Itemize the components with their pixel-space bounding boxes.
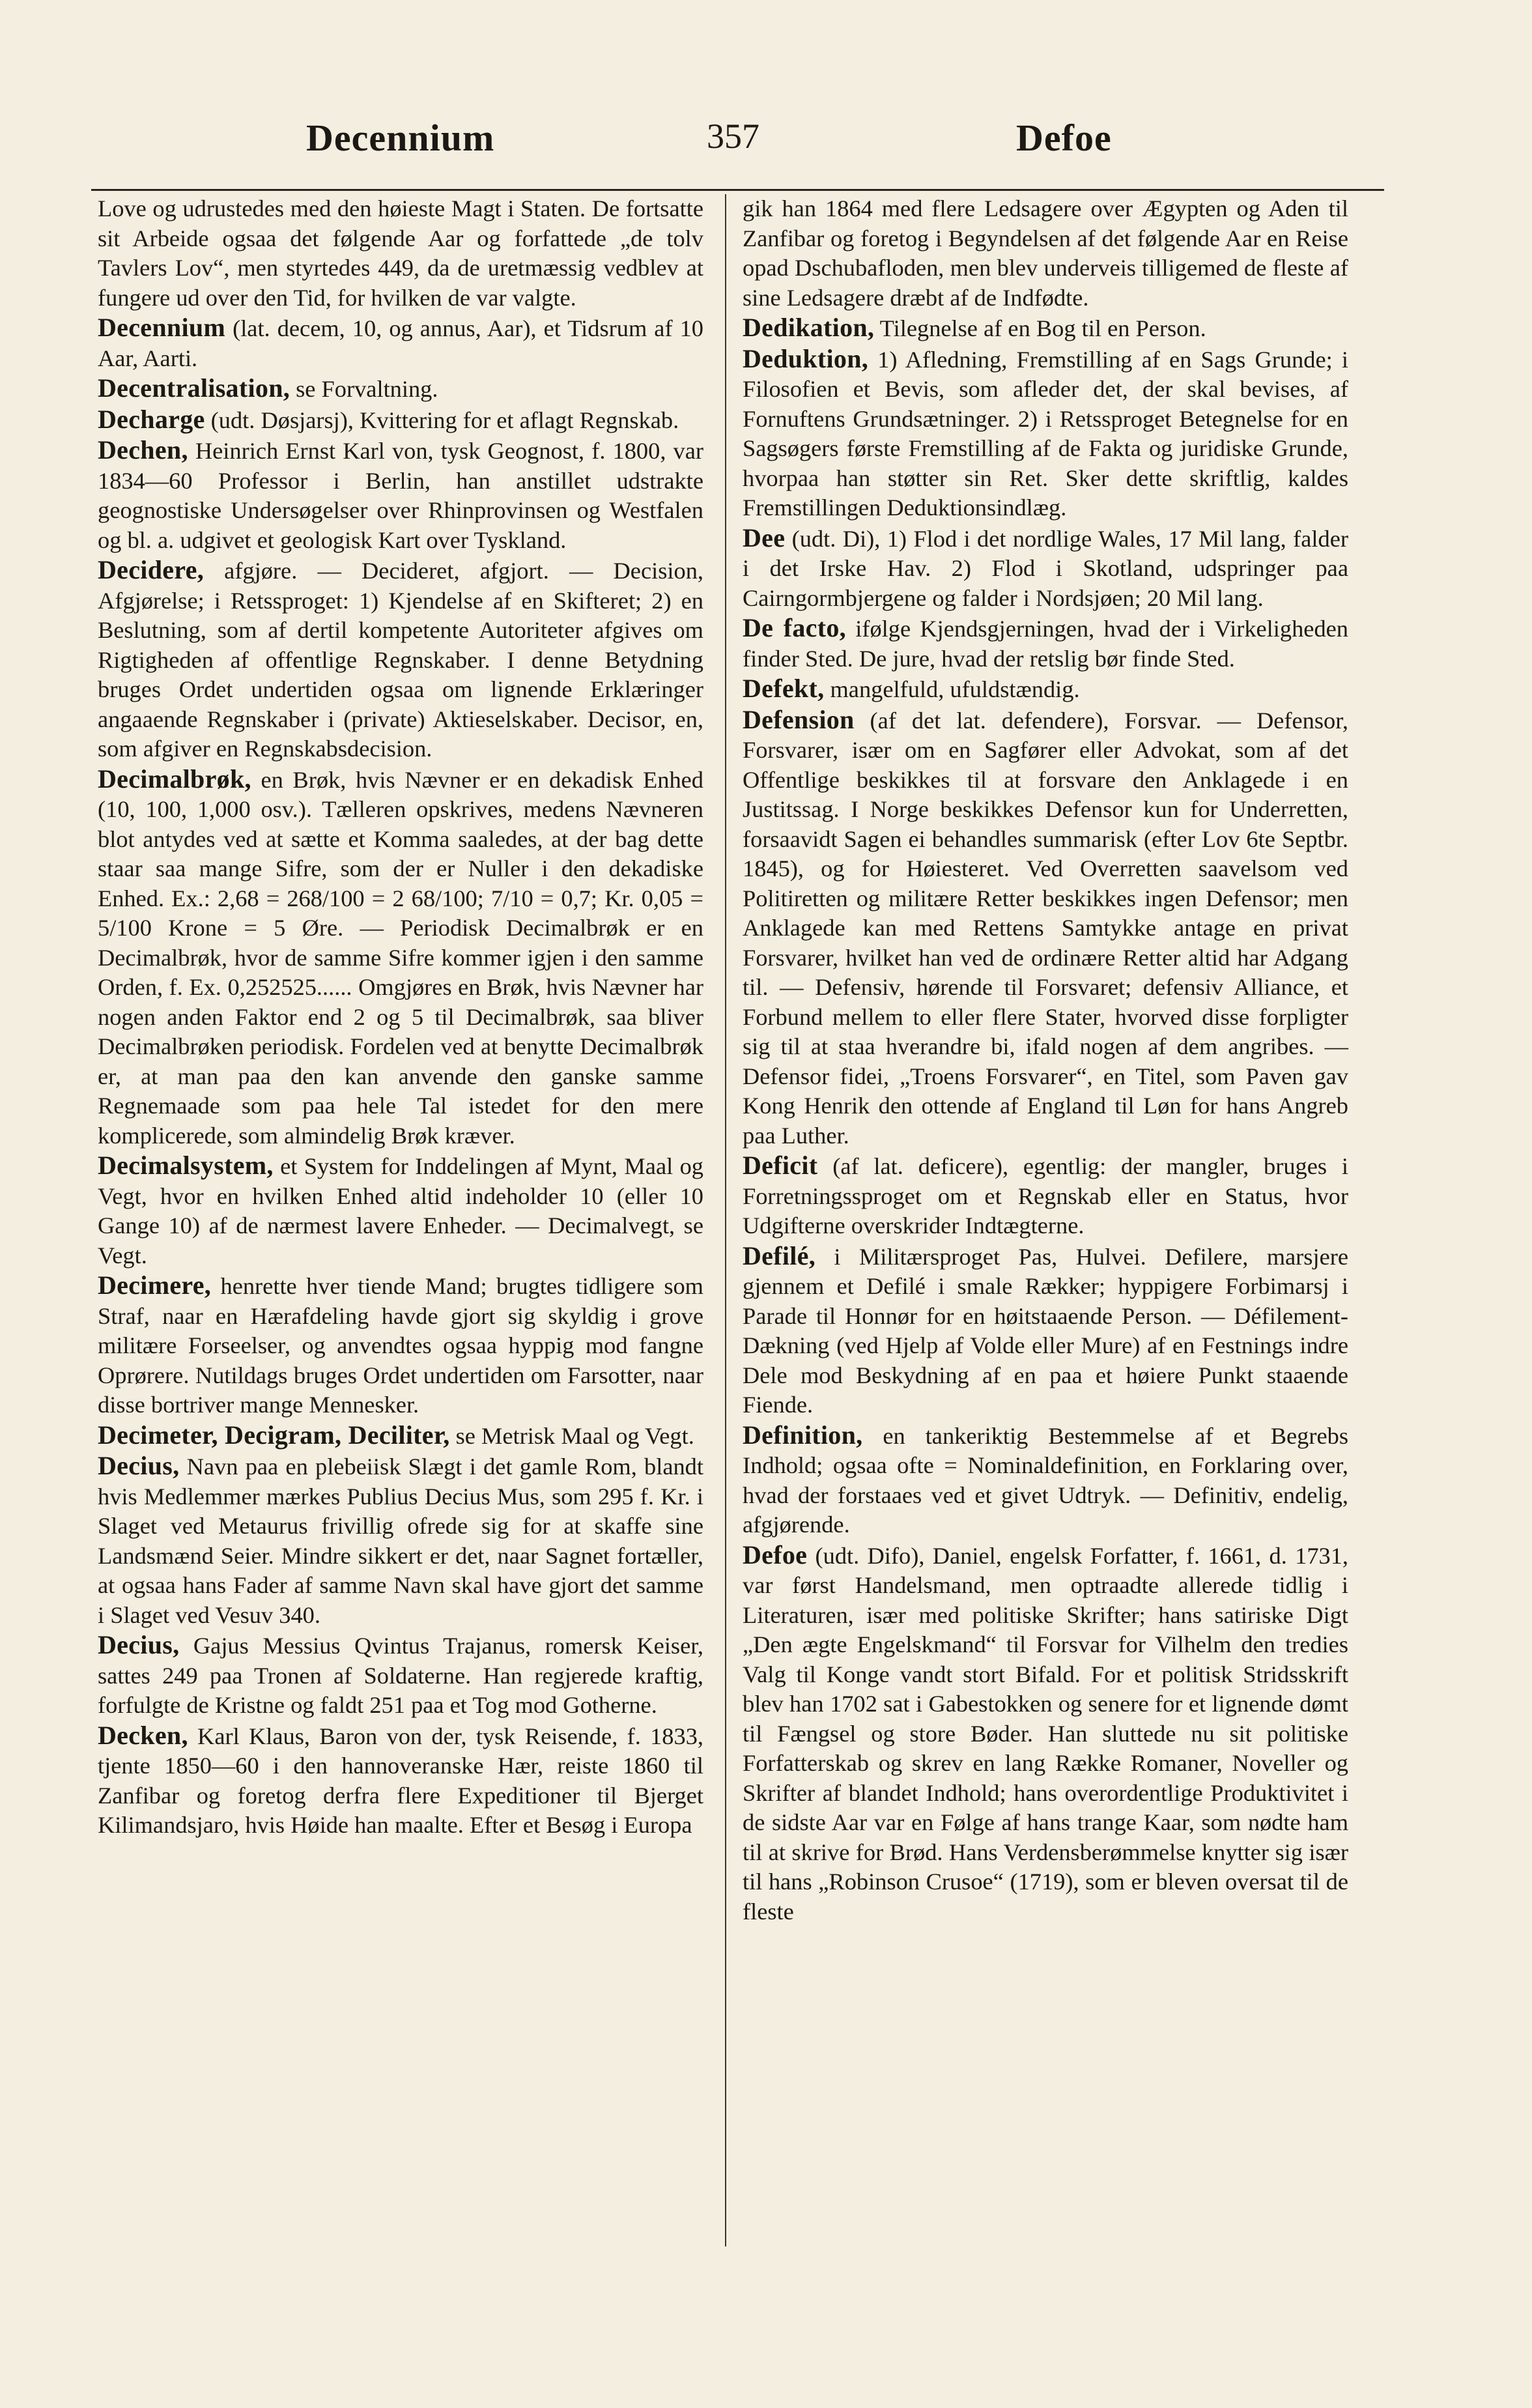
entry-continuation bbox=[743, 194, 1348, 313]
entry-continuation bbox=[98, 194, 703, 313]
headword: Dee bbox=[743, 523, 786, 552]
headword: Defoe bbox=[743, 1540, 808, 1570]
entry-text: (udt. Døsjarsj), Kvittering for et aflagt Regnskab. bbox=[205, 407, 679, 433]
headword: Decimalbrøk, bbox=[98, 764, 251, 794]
entry-text: et System for Inddelingen af Mynt, Maal og Vegt, hvor en hvilken Enhed altid indeholder 10 (eller 10 Gange 10) af de nærmest lavere Enheder. — Decimalvegt, se Vegt. bbox=[98, 1153, 703, 1268]
headword: Decennium bbox=[98, 313, 226, 342]
headword: Dedikation, bbox=[743, 313, 875, 342]
entry-text: en Brøk, hvis Nævner er en dekadisk Enhed (10, 100, 1,000 osv.). Tælleren opskrives, medens Nævneren blot antydes ved at sætte et Komma saaledes, at der bag dette staar saa mange Sifre, som der er Nuller i den dekadiske Enhed. Ex.: 2,68 = 268/100 = 2 68/100; 7/10 = 0,7; Kr. 0,05 = 5/100 Krone = 5 Øre. — Periodisk Decimalbrøk er en Decimalbrøk, hvor de samme Sifre kommer igjen i den samme Orden, f. Ex. 0,252525...... Omgjøres en Brøk, hvis Nævner har nogen anden Faktor end 2 og 5 til Decimalbrøk, saa bliver Decimalbrøken periodisk. Fordelen ved at benytte Decimalbrøk er, at man paa den kan anvende den ganske samme Regnemaade som paa hele Tal istedet for den mere komplicerede, som almindelig Brøk kræver. bbox=[98, 766, 703, 1149]
entry-text: Navn paa en plebeiisk Slægt i det gamle Rom, blandt hvis Medlemmer mærkes Publius Decius Mus, som 295 f. Kr. i Slaget ved Metaurus frivillig ofrede sig for at skaffe sine Landsmænd Seier. Mindre sikkert er det, naar Sagnet fortæller, at ogsaa hans Fader af samme Navn skal have gjort det samme i Slaget ved Vesuv 340. bbox=[98, 1454, 703, 1628]
entry-text: se Metrisk Maal og Vegt. bbox=[449, 1422, 694, 1449]
entry-decius-emperor bbox=[98, 1630, 703, 1721]
headword: Decken, bbox=[98, 1720, 188, 1750]
entry-dedikation bbox=[743, 313, 1348, 344]
entry-dechen bbox=[98, 435, 703, 555]
headword: Defension bbox=[743, 704, 855, 734]
page-number: 357 bbox=[707, 117, 759, 156]
headword: Dechen, bbox=[98, 435, 188, 465]
entry-decharge bbox=[98, 405, 703, 436]
headword: Decius, bbox=[98, 1630, 180, 1659]
headword: Decimalsystem, bbox=[98, 1151, 274, 1180]
headword: Decius, bbox=[98, 1451, 180, 1480]
entry-text: gik han 1864 med flere Ledsagere over Ægypten og Aden til Zanfibar og foretog i Begyndelsen af det følgende Aar en Reise opad Dschubafloden, men blev underveis tilligemed de fleste af sine Ledsagere dræbt af de Indfødte. bbox=[743, 195, 1348, 311]
entry-deficit bbox=[743, 1151, 1348, 1241]
headword: Defekt, bbox=[743, 674, 825, 703]
entry-text: afgjøre. — Decideret, afgjort. — Decision, Afgjørelse; i Retssproget: 1) Kjendelse af en Skifteret; 2) en Beslutning, som af dertil kompetente Autoriteter afgives om Rigtigheden af offentlige Regnskaber. I denne Betydning bruges Ordet undertiden ogsaa om lignende Erklæringer angaaende Regnskaber i (private) Aktieselskaber. Decisor, en, som afgiver en Regnskabsdecision. bbox=[98, 558, 703, 762]
column-divider bbox=[725, 194, 726, 2246]
entry-defile bbox=[743, 1241, 1348, 1420]
entry-text: 1) Afledning, Fremstilling af en Sags Grunde; i Filosofien et Bevis, som afleder det, der skal bevises, af Fornuftens Grundsætninger. 2) i Retssproget Betegnelse for en Sagsøgers første Fremstilling af de Fakta og juridiske Grunde, hvorpaa han støtter sin Ret. Sker dette skriftlig, kaldes Fremstillingen Deduktionsindlæg. bbox=[743, 346, 1348, 521]
running-head bbox=[91, 116, 1394, 168]
headword: Decidere, bbox=[98, 555, 204, 584]
headword: Decharge bbox=[98, 404, 205, 434]
entry-text: Karl Klaus, Baron von der, tysk Reisende, f. 1833, tjente 1850—60 i den hannoveranske Hær, reiste 1860 til Zanfibar og foretog derfra flere Expeditioner til Bjerget Kilimandsjaro, hvis Høide han maalte. Efter et Besøg i Europa bbox=[98, 1723, 703, 1838]
entry-decimeter bbox=[98, 1420, 703, 1452]
entry-text: mangelfuld, ufuldstændig. bbox=[824, 676, 1080, 702]
headword: Decimeter, Decigram, Deciliter, bbox=[98, 1420, 450, 1450]
entry-defekt bbox=[743, 674, 1348, 705]
header-right-word: Defoe bbox=[1016, 117, 1112, 159]
entry-deduktion bbox=[743, 344, 1348, 523]
entry-text: i Militærsproget Pas, Hulvei. Defilere, marsjere gjennem et Defilé i smale Rækker; hyppigere Forbimarsj i Parade til Honnør for en høitstaaende Person. — Défilement-Dækning (ved Hjelp af Volde eller Mure) af en Festnings indre Dele mod Beskydning af en paa et høiere Punkt staaende Fiende. bbox=[743, 1243, 1348, 1418]
entry-text: (lat. decem, 10, og annus, Aar), et Tidsrum af 10 Aar, Aarti. bbox=[98, 315, 703, 371]
headword: Definition, bbox=[743, 1420, 863, 1450]
headword: Defilé, bbox=[743, 1240, 816, 1270]
entry-decimalbrok bbox=[98, 764, 703, 1151]
entry-text: henrette hver tiende Mand; brugtes tidligere som Straf, naar en Hærafdeling havde gjort sig skyldig i grove militære Forseelser, og anvendtes ogsaa hyppig mod fangne Oprørere. Nutildags bruges Ordet undertiden om Farsotter, naar disse bortriver mange Mennesker. bbox=[98, 1273, 703, 1418]
entry-decidere bbox=[98, 555, 703, 764]
entry-text: en tankeriktig Bestemmelse af et Begrebs Indhold; ogsaa ofte = Nominaldefinition, en Forklaring over, hvad der forstaaes ved et givet Udtryk. — Definitiv, endelig, afgjørende. bbox=[743, 1422, 1348, 1538]
entry-decius-family bbox=[98, 1451, 703, 1630]
entry-text: Love og udrustedes med den høieste Magt i Staten. De fortsatte sit Arbeide ogsaa det følgende Aar og forfattede „de tolv Tavlers Lov“, men styrtedes 449, da de uretmæssig vedblev at fungere ud over den Tid, for hvilken de var valgte. bbox=[98, 195, 703, 311]
entry-decimere bbox=[98, 1270, 703, 1420]
headword: De facto, bbox=[743, 613, 846, 642]
entry-text: (af det lat. defendere), Forsvar. — Defensor, Forsvarer, især om en Sagfører eller Advokat, som af det Offentlige beskikkes til at forsvare den Anklagede i en Justitssag. I Norge beskikkes Defensor kun for Underretten, forsaavidt Sagen ei behandles summarisk (efter Lov 6te Septbr. 1845), og for Høiesteret. Ved Overretten saavelsom ved Politiretten og militære Retter beskikkes ingen Defensor; men Anklagede kan med Rettens Samtykke antage en privat Forsvarer, hvilket han ved de ordinære Retter altid har Adgang til. — Defensiv, hørende til Forsvaret; defensiv Alliance, et Forbund mellem to eller flere Stater, hvorved disse forpligter sig til at staa hverandre bi, ifald nogen af dem angribes. — Defensor fidei, „Troens Forsvarer“, en Titel, som Paven gav Kong Henrik den ottende af England til Løn for hans Angreb paa Luther. bbox=[743, 707, 1348, 1149]
header-left-word: Decennium bbox=[306, 117, 495, 159]
headword: Deficit bbox=[743, 1151, 818, 1180]
entry-text: se Forvaltning. bbox=[290, 376, 438, 402]
headword: Decimere, bbox=[98, 1270, 212, 1300]
entry-text: Tilegnelse af en Bog til en Person. bbox=[874, 315, 1206, 341]
entry-text: ifølge Kjendsgjerningen, hvad der i Virkeligheden finder Sted. De jure, hvad der retslig bør finde Sted. bbox=[743, 616, 1348, 672]
right-column bbox=[743, 194, 1348, 1927]
entry-decimalsystem bbox=[98, 1151, 703, 1270]
entry-decennium bbox=[98, 313, 703, 373]
entry-dee bbox=[743, 523, 1348, 614]
entry-text: Gajus Messius Qvintus Trajanus, romersk Keiser, sattes 249 paa Tronen af Soldaterne. Han regjerede kraftig, forfulgte de Kristne og faldt 251 paa et Tog mod Gotherne. bbox=[98, 1633, 703, 1718]
entry-decken bbox=[98, 1721, 703, 1841]
entry-decentralisation bbox=[98, 373, 703, 405]
left-column bbox=[98, 194, 703, 1841]
entry-definition bbox=[743, 1420, 1348, 1540]
headword: Decentralisation, bbox=[98, 373, 291, 403]
entry-defension bbox=[743, 705, 1348, 1151]
entry-text: (af lat. deficere), egentlig: der mangler, bruges i Forretningssproget om et Regnskab eller en Status, hvor Udgifterne overskrider Indtægterne. bbox=[743, 1153, 1348, 1239]
entry-text: (udt. Di), 1) Flod i det nordlige Wales, 17 Mil lang, falder i det Irske Hav. 2) Flod i Skotland, udspringer paa Cairngormbjergene og falder i Nordsjøen; 20 Mil lang. bbox=[743, 525, 1348, 611]
entry-defoe bbox=[743, 1540, 1348, 1927]
entry-text: (udt. Difo), Daniel, engelsk Forfatter, f. 1661, d. 1731, var først Handelsmand, men optraadte allerede tidlig i Literaturen, især med politiske Skrifter; hans satiriske Digt „Den ægte Engelskmand“ til Forsvar for Vilhelm den tredies Valg til Konge vandt stort Bifald. For et politisk Stridsskrift blev han 1702 sat i Gabestokken og senere for et lignende dømt til Fængsel og store Bøder. Han sluttede nu sit politiske Forfatterskab og skrev en lang Række Romaner, Noveller og Skrifter af blandet Indhold; hans overordentlige Produktivitet i de sidste Aar var en Følge af hans trange Kaar, som nødte ham til at skrive for Brød. Hans Verdensberømmelse knytter sig især til hans „Robinson Crusoe“ (1719), som er bleven oversat til de fleste bbox=[743, 1542, 1348, 1925]
headword: Deduktion, bbox=[743, 343, 869, 373]
entry-text: Heinrich Ernst Karl von, tysk Geognost, f. 1800, var 1834—60 Professor i Berlin, han anstillet udstrakte geognostiske Undersøgelser over Rhinprovinsen og Westfalen og bl. a. udgivet et geologisk Kart over Tyskland. bbox=[98, 438, 703, 553]
entry-de-facto bbox=[743, 613, 1348, 674]
header-rule bbox=[91, 189, 1384, 191]
